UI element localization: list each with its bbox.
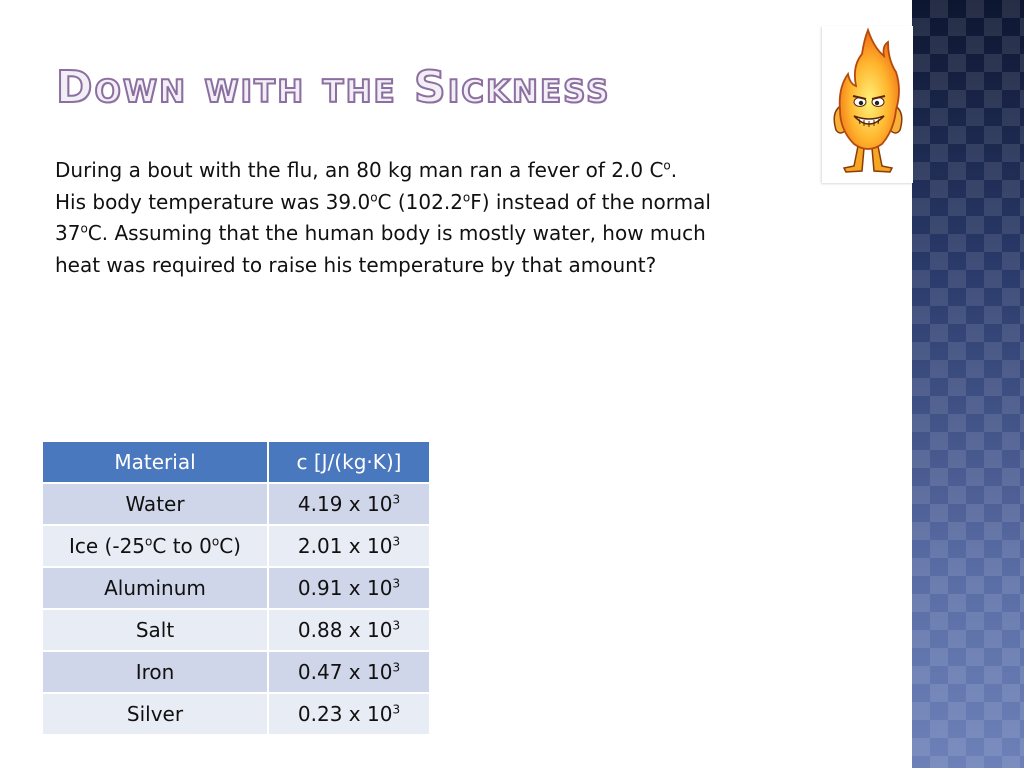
column-header-material: Material [42, 441, 268, 483]
question-line: 37$^o$C. Assuming that the human body is mostly water, how much [55, 221, 706, 245]
question-text [55, 155, 825, 281]
table-header-row [42, 441, 430, 483]
slide-title: Down with the Sickness [56, 62, 611, 113]
specific-heat-cell: 0.88 x $10^3$ [268, 609, 430, 651]
table-row [42, 651, 430, 693]
table-row [42, 693, 430, 735]
specific-heat-cell: 0.91 x $10^3$ [268, 567, 430, 609]
material-cell: Salt [42, 609, 268, 651]
decorative-side-band [912, 0, 1024, 768]
question-line: His body temperature was 39.0$^o$C (102.2$^o$F) instead of the normal [55, 189, 711, 214]
question-line: During a bout with the flu, an 80 kg man ran a fever of 2.0 $C^o$. [55, 158, 678, 182]
material-cell: Silver [42, 693, 268, 735]
table-row [42, 567, 430, 609]
specific-heat-cell: 0.47 x $10^3$ [268, 651, 430, 693]
question-line: heat was required to raise his temperature by that amount? [55, 252, 657, 277]
specific-heat-cell: 0.23 x $10^3$ [268, 693, 430, 735]
table-row [42, 609, 430, 651]
flame-character-icon [822, 26, 913, 183]
specific-heat-cell: 2.01 x $10^3$ [268, 525, 430, 567]
table-row [42, 483, 430, 525]
material-cell: Aluminum [42, 567, 268, 609]
material-cell: Ice (-25$^o$C to 0$^o$C) [42, 525, 268, 567]
material-cell: Iron [42, 651, 268, 693]
specific-heat-cell: 4.19 x $10^3$ [268, 483, 430, 525]
table-row [42, 525, 430, 567]
material-cell: Water [42, 483, 268, 525]
column-header-specific-heat: c [J/(kg·K)] [268, 441, 430, 483]
specific-heat-table [41, 440, 431, 736]
